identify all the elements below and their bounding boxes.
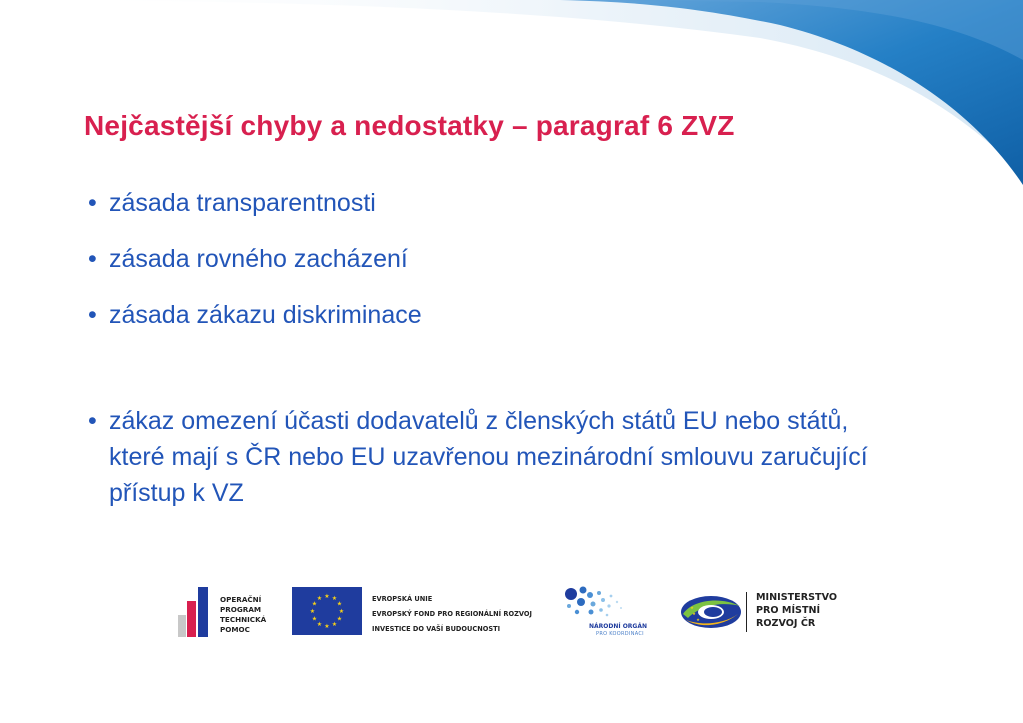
svg-text:★: ★ [338,608,345,615]
narodni-organ-subtitle: PRO KOORDINACI [596,631,644,637]
op-tp-logo-icon [178,587,216,637]
mmr-separator [746,592,747,632]
mmr-logo-icon [680,590,742,634]
svg-text:★: ★ [696,617,700,622]
svg-text:★: ★ [331,595,338,602]
bullet-marker: • [88,189,97,217]
bullet-item [88,242,908,277]
mmr-logo-text [756,591,837,630]
svg-text:★: ★ [311,600,318,608]
bullet-text: zákaz omezení účasti dodavatelů z členských států EU nebo států, které mají s ČR nebo EU uzavřenou mezinárodní smlouvu zaručující přístup k VZ [109,407,868,507]
bullet-marker: • [88,245,97,273]
eu-line: EVROPSKÝ FOND PRO REGIONÁLNÍ ROZVOJ [372,610,532,618]
op-tp-logo-text [220,595,266,635]
bullet-list [88,186,908,532]
mmr-line: MINISTERSTVO [756,592,837,603]
svg-text:★: ★ [336,600,343,608]
footer-logos [0,580,1023,650]
svg-text:★: ★ [324,593,330,600]
eu-line: EVROPSKÁ UNIE [372,595,433,603]
op-tp-line: PROGRAM [220,605,262,614]
eu-logo-text [372,592,532,637]
bullet-text: zásada zákazu diskriminace [109,301,422,329]
mmr-line: PRO MÍSTNÍ [756,605,821,616]
eu-flag-icon [292,587,362,635]
bullet-item [88,186,908,221]
svg-text:★: ★ [324,623,330,630]
svg-text:★: ★ [331,621,338,628]
bullet-text: zásada rovného zacházení [109,245,408,273]
bullet-marker: • [88,407,97,435]
svg-text:★: ★ [690,605,694,610]
op-tp-line: TECHNICKÁ [220,615,267,624]
narodni-organ-name: NÁRODNÍ ORGÁN [589,623,648,630]
svg-text:★: ★ [336,615,343,623]
narodni-organ-logo-icon [563,584,633,624]
eu-line: INVESTICE DO VAŠÍ BUDOUCNOSTI [372,625,501,633]
bullet-item [88,298,908,333]
mmr-line: ROZVOJ ČR [756,618,816,629]
bullet-item [88,403,908,511]
bullet-text: zásada transparentnosti [109,189,376,217]
op-tp-line: POMOC [220,625,250,634]
slide-title: Nejčastější chyby a nedostatky – paragraf 6 ZVZ [84,110,735,141]
svg-text:★: ★ [316,621,323,628]
svg-text:★: ★ [309,608,316,615]
svg-text:★: ★ [316,595,323,602]
svg-text:★: ★ [311,615,318,623]
op-tp-line: OPERAČNÍ [220,595,262,604]
svg-text:★: ★ [692,611,696,616]
bullet-marker: • [88,301,97,329]
